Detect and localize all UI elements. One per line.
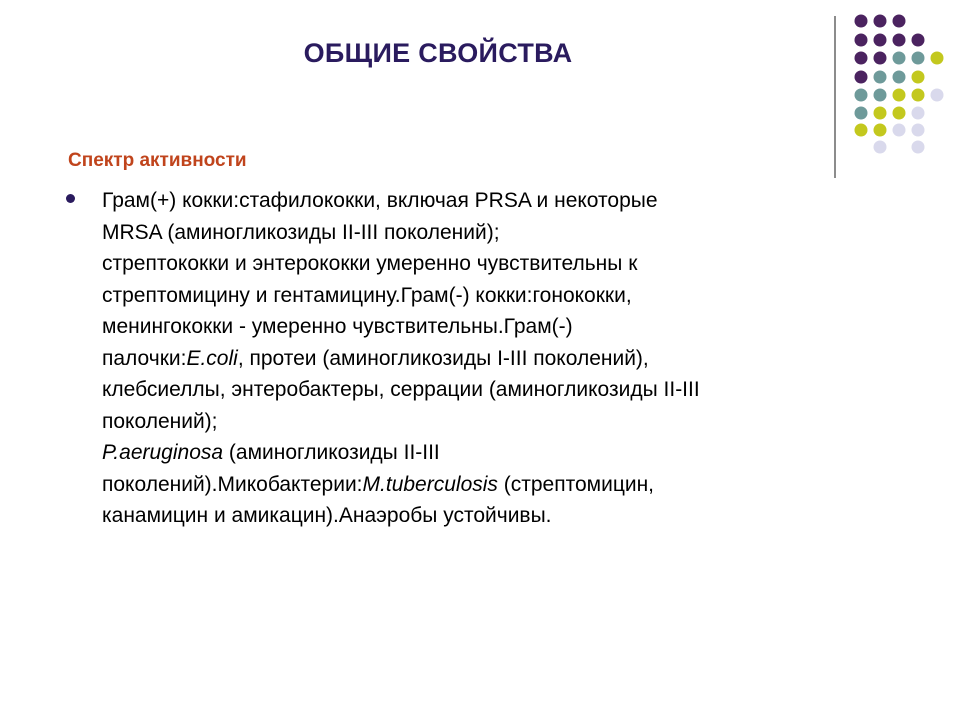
text-line	[102, 437, 892, 469]
dot	[912, 107, 925, 120]
dot	[893, 89, 906, 102]
dot	[912, 124, 925, 137]
dot	[855, 124, 868, 137]
text-line: стрептококки и энтерококки умеренно чувствительны к	[102, 252, 638, 275]
italic-term: P.aeruginosa	[102, 441, 224, 464]
text-line: менингококки - умеренно чувствительны.Грам(-)	[102, 315, 573, 338]
section-subtitle: Спектр активности	[68, 150, 247, 171]
text-segment: (стрептомицин,	[497, 472, 655, 496]
text-line: поколений);	[102, 409, 218, 433]
dot	[893, 15, 906, 28]
text-line: стрептомицину и гентамицину.Грам(-) кокки:гонококки,	[102, 283, 632, 307]
text-line: канамицин и амикацин).Анаэробы устойчивы.	[102, 504, 552, 527]
text-segment: , протеи (аминогликозиды I-III поколений),	[237, 346, 649, 370]
dot	[893, 71, 906, 84]
dot	[893, 107, 906, 120]
dot	[912, 71, 925, 84]
dot	[874, 141, 887, 154]
dot	[893, 34, 906, 47]
text-line: MRSA (аминогликозиды II-III поколений);	[102, 220, 500, 244]
text-segment: поколений).Микобактерии:	[102, 472, 363, 496]
slide-title: ОБЩИЕ СВОЙСТВА	[303, 38, 573, 68]
dot	[855, 107, 868, 120]
bullet-icon	[66, 194, 75, 203]
text-segment: палочки:	[102, 346, 187, 370]
dot	[874, 71, 887, 84]
text-segment: (аминогликозиды II-III	[223, 441, 440, 464]
dot	[893, 124, 906, 137]
italic-term: E.coli	[186, 346, 238, 370]
text-line	[102, 469, 892, 501]
dot	[912, 34, 925, 47]
dot	[874, 15, 887, 28]
bullet-paragraph	[102, 185, 892, 532]
dot	[912, 52, 925, 65]
dot	[855, 71, 868, 84]
dot	[855, 15, 868, 28]
text-line: Грам(+) кокки:стафилококки, включая PRSA и некоторые	[102, 189, 658, 212]
dot	[874, 89, 887, 102]
dot	[855, 89, 868, 102]
dot	[874, 124, 887, 137]
italic-term: M.tuberculosis	[362, 472, 498, 496]
dot	[912, 141, 925, 154]
dot	[931, 89, 944, 102]
dot	[931, 52, 944, 65]
text-line	[102, 343, 892, 375]
dot	[893, 52, 906, 65]
dot	[874, 107, 887, 120]
dot	[912, 89, 925, 102]
text-line: клебсиеллы, энтеробактеры, серрации (аминогликозиды II-III	[102, 378, 700, 401]
